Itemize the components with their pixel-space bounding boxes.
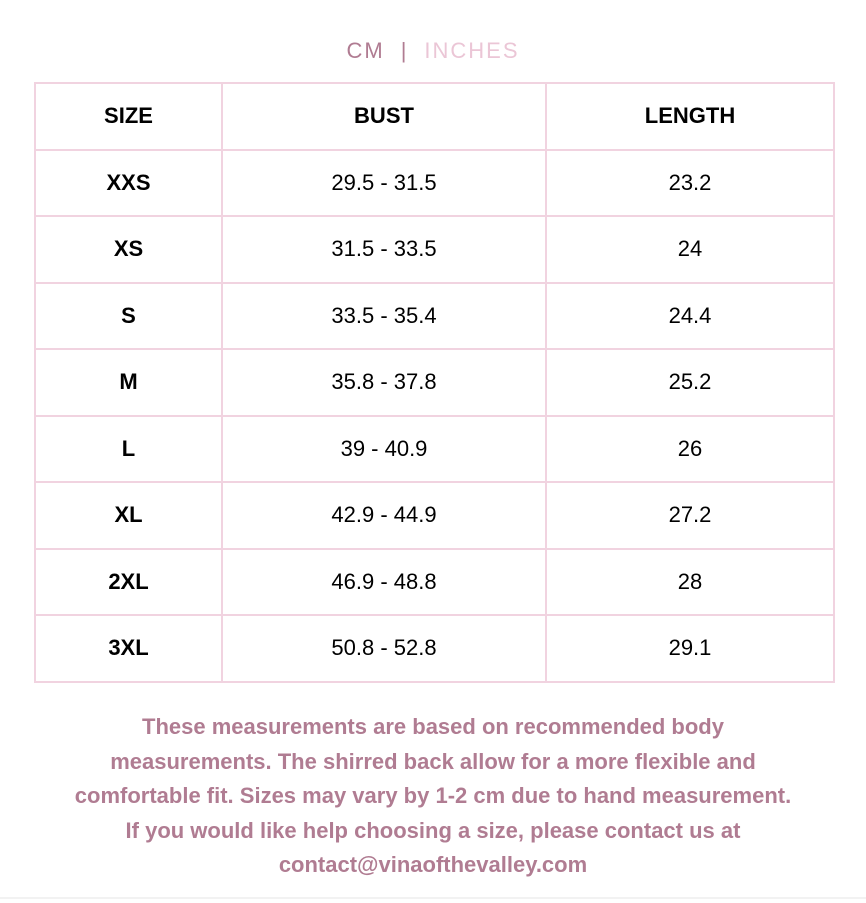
- bottom-divider: [0, 897, 866, 899]
- size-cell: M: [35, 349, 222, 416]
- unit-cm-tab[interactable]: CM: [346, 38, 385, 63]
- unit-toggle: [0, 38, 866, 64]
- unit-inches-tab[interactable]: INCHES: [424, 38, 520, 63]
- note-line: These measurements are based on recommended body: [142, 714, 724, 739]
- table-row: [35, 216, 834, 283]
- size-cell: L: [35, 416, 222, 483]
- note-line: measurements. The shirred back allow for a more flexible and: [110, 748, 756, 774]
- bust-cell: 29.5 - 31.5: [222, 150, 546, 217]
- length-cell: 24.4: [546, 283, 834, 350]
- bust-cell: 50.8 - 52.8: [222, 615, 546, 682]
- table-row: [35, 615, 834, 682]
- size-cell: 3XL: [35, 615, 222, 682]
- table-header-row: [35, 83, 834, 150]
- table-row: [35, 150, 834, 217]
- table-row: [35, 416, 834, 483]
- size-chart-table: [34, 82, 835, 683]
- size-cell: XS: [35, 216, 222, 283]
- length-cell: 28: [546, 549, 834, 616]
- note-line: If you would like help choosing a size, please contact us at: [125, 817, 741, 843]
- bust-cell: 42.9 - 44.9: [222, 482, 546, 549]
- table-row: [35, 549, 834, 616]
- header-length: LENGTH: [546, 83, 834, 150]
- contact-email: contact@vinaofthevalley.com: [278, 852, 588, 877]
- note-line: comfortable fit. Sizes may vary by 1-2 cm due to hand measurement.: [74, 783, 792, 808]
- length-cell: 26: [546, 416, 834, 483]
- bust-cell: 39 - 40.9: [222, 416, 546, 483]
- table-row: [35, 349, 834, 416]
- unit-separator: |: [400, 38, 409, 63]
- length-cell: 23.2: [546, 150, 834, 217]
- bust-cell: 33.5 - 35.4: [222, 283, 546, 350]
- table-row: [35, 482, 834, 549]
- length-cell: 25.2: [546, 349, 834, 416]
- bust-cell: 46.9 - 48.8: [222, 549, 546, 616]
- bust-cell: 31.5 - 33.5: [222, 216, 546, 283]
- table-row: [35, 283, 834, 350]
- length-cell: 29.1: [546, 615, 834, 682]
- size-cell: XL: [35, 482, 222, 549]
- size-cell: XXS: [35, 150, 222, 217]
- size-cell: S: [35, 283, 222, 350]
- header-bust: BUST: [222, 83, 546, 150]
- length-cell: 24: [546, 216, 834, 283]
- bust-cell: 35.8 - 37.8: [222, 349, 546, 416]
- measurement-note: [20, 710, 846, 883]
- size-cell: 2XL: [35, 549, 222, 616]
- header-size: SIZE: [35, 83, 222, 150]
- length-cell: 27.2: [546, 482, 834, 549]
